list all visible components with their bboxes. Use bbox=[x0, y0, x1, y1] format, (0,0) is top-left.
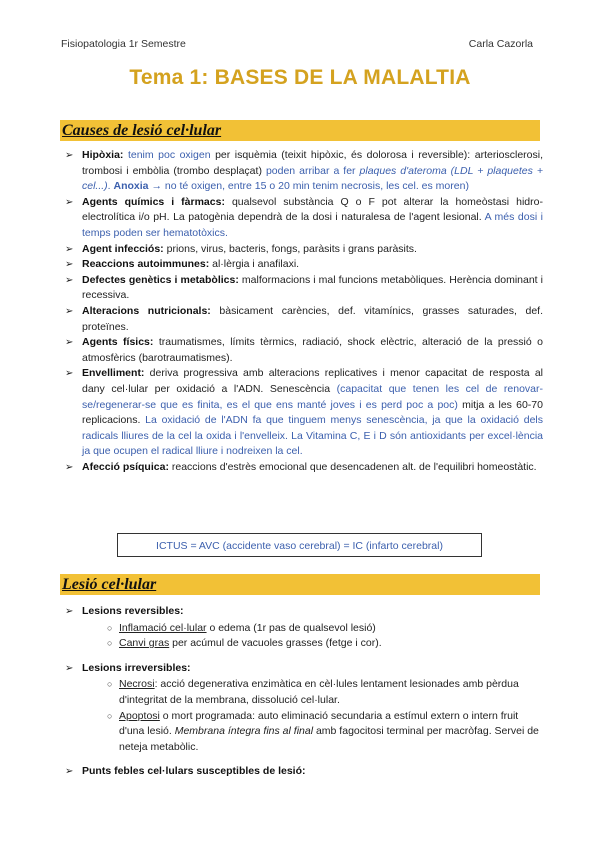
list-item-reaccions-autoimmunes: ➢ Reaccions autoimmunes: al·lèrgia i anafilaxi. bbox=[60, 257, 543, 273]
section-heading-lesio-text: Lesió cel·lular bbox=[62, 576, 157, 593]
list-item-agents-quimics: ➢ Agents químics i fàrmacs: qualsevol substància Q o F pot alterar la homeòstasi hidro-electrolítica i/o pH. La patogènia dependrà de la dosi i naturalesa de l'agent lesional. A més dosi i temps poden ser hematotòxics. bbox=[60, 195, 543, 242]
list-item-hipoxia: ➢ Hipòxia: tenim poc oxigen per isquèmia (teixit hipòxic, és dolorosa i reversible): arteriosclerosi, trombosi i embòlia (trombo desplaçat) poden arribar a fer plaques d'ateroma (LDL + plaquetes + cel...). Anoxia → no té oxigen, entre 15 o 20 min tenim necrosis, les cel. es moren) bbox=[60, 148, 543, 195]
lesio-list bbox=[60, 604, 543, 789]
list-item-agent-infeccios: ➢ Agent infecciós: prions, virus, bacteris, fongs, paràsits i grans paràsits. bbox=[60, 242, 543, 258]
irreversible-sublist bbox=[82, 677, 543, 755]
list-item-defectes-genetics: ➢ Defectes genètics i metabòlics: malformacions i mal funcions metabòliques. Herència dominant i recessiva. bbox=[60, 273, 543, 304]
list-item-agents-fisics: ➢ Agents físics: traumatismes, límits tèrmics, radiació, shock elèctric, alteració de la pressió o atmosfèrics (barotraumatismes). bbox=[60, 335, 543, 366]
list-item-lesions-reversibles: ➢ Lesions reversibles: ○ Inflamació cel·lular o edema (1r pas de qualsevol lesió) ○ Canvi gras per acúmul de vacuoles grasses (fetge i cor). bbox=[60, 604, 543, 652]
list-item-punts-febles: ➢ Punts febles cel·lulars susceptibles de lesió: bbox=[60, 764, 543, 780]
sub-item-necrosi: ○ Necrosi: acció degenerativa enzimàtica en cèl·lules lentament lesionades amb pèrdua d'integritat de la membrana, dissolució cel·lular. bbox=[107, 677, 543, 708]
sub-item-inflamacio: ○ Inflamació cel·lular o edema (1r pas de qualsevol lesió) bbox=[107, 621, 543, 637]
header-author: Carla Cazorla bbox=[468, 38, 533, 50]
list-item-afeccio-psiquica: ➢ Afecció psíquica: reaccions d'estrès emocional que desencadenen alt. de l'equilibri homeostàtic. bbox=[60, 460, 543, 476]
ictus-note-box: ICTUS = AVC (accidente vaso cerebral) = IC (infarto cerebral) bbox=[117, 533, 482, 557]
sub-item-canvi-gras: ○ Canvi gras per acúmul de vacuoles grasses (fetge i cor). bbox=[107, 636, 543, 652]
list-item-lesions-irreversibles: ➢ Lesions irreversibles: ○ Necrosi: acció degenerativa enzimàtica en cèl·lules lentament lesionades amb pèrdua d'integritat de la membrana, dissolució cel·lular. ○ Apoptosi o mort programada: auto eliminació secundaria a estímul extern o intern fruit d'una lesió. Membrana íntegra fins al final amb fagocitosi terminal per macròfag. Servei de neteja metabòlic. bbox=[60, 661, 543, 756]
header-course: Fisiopatologia 1r Semestre bbox=[61, 38, 186, 50]
list-item-envelliment: ➢ Envelliment: deriva progressiva amb alteracions replicatives i menor capacitat de resposta al dany cel·lular per oxidació a l'ADN. Senescència (capacitat que tenen les cel de renovar-se/regenerar-se que es finita, es el que ens manté joves i es perd poc a poc) mitja a les 60-70 replicacions. La oxidació de l'ADN fa que tinguem menys senescència, ja que la oxidació dels radicals lliures de la cel la oxida i l'envelleix. La Vitamina C, E i D són antioxidants per excel·lència ja que ocupen el radical lliure i nodreixen la cel. bbox=[60, 366, 543, 460]
section-heading-causes bbox=[60, 120, 540, 141]
reversible-sublist bbox=[82, 621, 543, 652]
sub-item-apoptosi: ○ Apoptosi o mort programada: auto eliminació secundaria a estímul extern o intern fruit d'una lesió. Membrana íntegra fins al final amb fagocitosi terminal per macròfag. Servei de neteja metabòlic. bbox=[107, 709, 543, 756]
section-heading-lesio bbox=[60, 574, 540, 595]
causes-list bbox=[60, 148, 543, 475]
section-heading-causes-text: Causes de lesió cel·lular bbox=[62, 122, 222, 139]
page-title: Tema 1: BASES DE LA MALALTIA bbox=[129, 66, 471, 89]
list-item-alteracions-nutricionals: ➢ Alteracions nutricionals: bàsicament carències, def. vitamínics, grasses saturades, def. proteïnes. bbox=[60, 304, 543, 335]
